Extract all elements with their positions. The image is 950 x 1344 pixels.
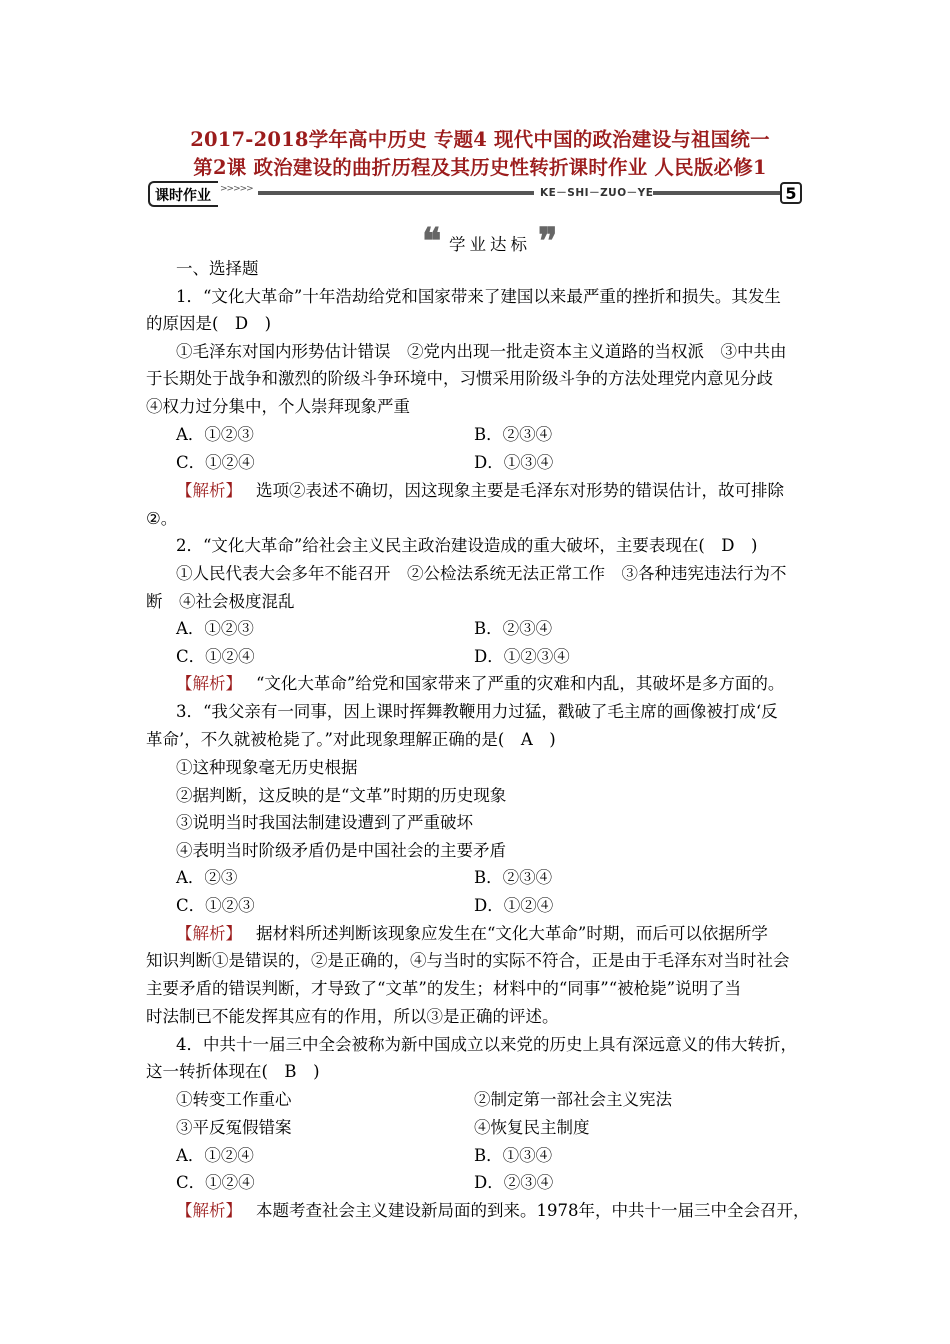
analysis-text: “文化大革命”给党和国家带来了严重的灾难和内乱，其破坏是多方面的。 xyxy=(256,674,785,693)
q3-analysis-line-1 xyxy=(176,923,768,945)
q4-choice-a: A．①②④ xyxy=(176,1146,254,1165)
analysis-text: 选项②表述不确切，因这现象主要是毛泽东对形势的错误估计，故可排除 xyxy=(256,481,784,500)
analysis-tag: 【解析】 xyxy=(176,481,242,500)
q2-choice-a: A．①②③ xyxy=(176,619,254,638)
q3-choice-b: B．②③④ xyxy=(474,868,553,887)
part-heading: 一、选择题 xyxy=(176,259,259,278)
section-heading xyxy=(400,220,565,262)
quote-close-icon: ❞ xyxy=(538,220,558,262)
q3-analysis-line-3: 主要矛盾的错误判断，才导致了“文革”的发生；材料中的“同事”“被枪毙”说明了当 xyxy=(146,979,742,998)
q3-option-2: ②据判断，这反映的是“文革”时期的历史现象 xyxy=(176,786,507,805)
banner-arrows: >>>>> xyxy=(220,184,253,194)
q4-stem-line-1: 4．中共十一届三中全会被称为新中国成立以来党的历史上具有深远意义的伟大转折， xyxy=(176,1035,797,1054)
analysis-text: 本题考查社会主义建设新局面的到来。1978年，中共十一届三中全会召开， xyxy=(256,1201,810,1220)
q3-option-1: ①这种现象毫无历史根据 xyxy=(176,758,358,777)
q2-options-line-1: ①人民代表大会多年不能召开 ②公检法系统无法正常工作 ③各种违宪违法行为不 xyxy=(176,564,787,583)
q3-stem-line-1: 3．“我父亲有一同事，因上课时挥舞教鞭用力过猛，戳破了毛主席的画像被打成‘反 xyxy=(176,702,778,721)
q4-option-4: ④恢复民主制度 xyxy=(474,1118,590,1137)
q4-choice-b: B．①③④ xyxy=(474,1146,553,1165)
q1-stem-line-2: 的原因是( D ) xyxy=(146,314,272,333)
q2-choice-b: B．②③④ xyxy=(474,619,553,638)
q3-analysis-line-2: 知识判断①是错误的，②是正确的，④与当时的实际不符合，正是由于毛泽东对当时社会 xyxy=(146,951,790,970)
document-title-line-1: 2017-2018学年高中历史 专题4 现代中国的政治建设与祖国统一 xyxy=(190,128,770,151)
q4-option-2: ②制定第一部社会主义宪法 xyxy=(474,1090,672,1109)
q3-analysis-line-4: 时法制已不能发挥其应有的作用，所以③是正确的评述。 xyxy=(146,1007,559,1026)
banner-rule-left xyxy=(258,191,534,195)
banner-number-badge: 5 xyxy=(780,182,802,204)
q4-choice-c: C．①②④ xyxy=(176,1173,255,1192)
q4-analysis-line-1 xyxy=(176,1200,810,1222)
analysis-tag: 【解析】 xyxy=(176,674,242,693)
homework-banner xyxy=(148,180,804,208)
q2-choice-d: D．①②③④ xyxy=(474,647,570,666)
banner-pinyin: KE－SHI－ZUO－YE xyxy=(540,187,654,199)
q3-stem-line-2: 革命’，不久就被枪毙了。”对此现象理解正确的是( A ) xyxy=(146,730,556,749)
q2-analysis-line-1 xyxy=(176,673,784,695)
document-title-line-2: 第2课 政治建设的曲折历程及其历史性转折课时作业 人民版必修1 xyxy=(193,156,767,179)
q3-option-3: ③说明当时我国法制建设遭到了严重破坏 xyxy=(176,813,473,832)
analysis-tag: 【解析】 xyxy=(176,924,242,943)
section-title: 学业达标 xyxy=(449,235,531,254)
q4-choice-d: D．②③④ xyxy=(474,1173,554,1192)
q3-option-4: ④表明当时阶级矛盾仍是中国社会的主要矛盾 xyxy=(176,841,506,860)
q4-stem-line-2: 这一转折体现在( B ) xyxy=(146,1062,320,1081)
banner-label: 课时作业 xyxy=(148,181,218,207)
q1-choice-c: C．①②④ xyxy=(176,453,255,472)
q3-choice-c: C．①②③ xyxy=(176,896,255,915)
q1-choice-b: B．②③④ xyxy=(474,425,553,444)
q2-stem-line-1: 2．“文化大革命”给社会主义民主政治建设造成的重大破坏，主要表现在( D ) xyxy=(176,536,758,555)
q1-stem-line-1: 1．“文化大革命”十年浩劫给党和国家带来了建国以来最严重的挫折和损失。其发生 xyxy=(176,287,781,306)
q4-option-1: ①转变工作重心 xyxy=(176,1090,292,1109)
q1-analysis-line-2: ②。 xyxy=(146,509,178,528)
q2-choice-c: C．①②④ xyxy=(176,647,255,666)
q1-options-line-2: 于长期处于战争和激烈的阶级斗争环境中，习惯采用阶级斗争的方法处理党内意见分歧 xyxy=(146,369,773,388)
q1-choice-d: D．①③④ xyxy=(474,453,554,472)
q4-option-3: ③平反冤假错案 xyxy=(176,1118,292,1137)
quote-open-icon: ❝ xyxy=(422,220,442,262)
q3-choice-d: D．①②④ xyxy=(474,896,554,915)
q1-analysis-line-1 xyxy=(176,480,784,502)
q3-choice-a: A．②③ xyxy=(176,868,238,887)
q2-options-line-2: 断 ④社会极度混乱 xyxy=(146,592,295,611)
q1-options-line-3: ④权力过分集中，个人崇拜现象严重 xyxy=(146,397,410,416)
banner-rule-right xyxy=(653,191,781,195)
analysis-text: 据材料所述判断该现象应发生在“文化大革命”时期，而后可以依据所学 xyxy=(256,924,768,943)
q1-options-line-1: ①毛泽东对国内形势估计错误 ②党内出现一批走资本主义道路的当权派 ③中共由 xyxy=(176,342,787,361)
analysis-tag: 【解析】 xyxy=(176,1201,242,1220)
q1-choice-a: A．①②③ xyxy=(176,425,254,444)
